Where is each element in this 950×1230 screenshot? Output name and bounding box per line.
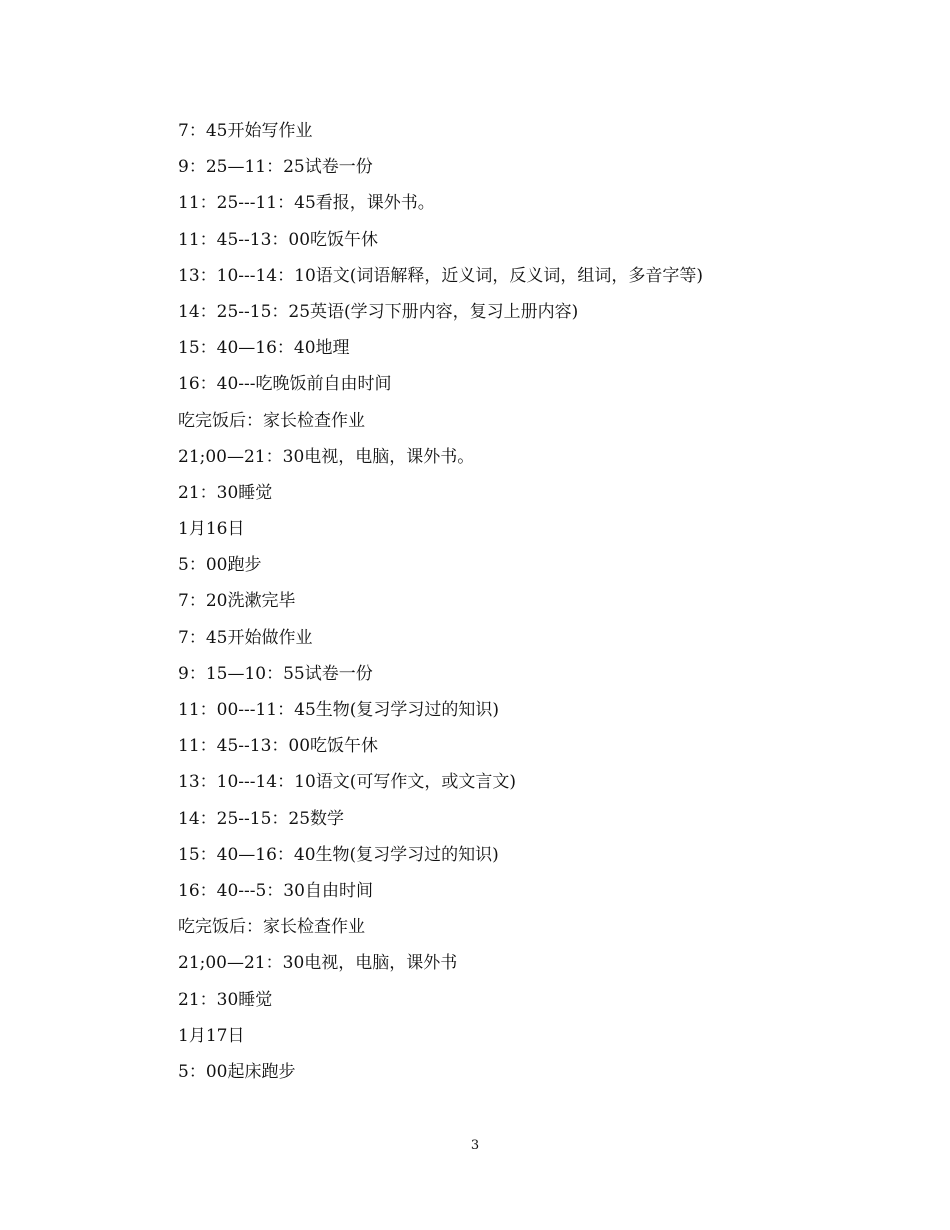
schedule-line: 5：00跑步 [178, 555, 262, 576]
schedule-line: 21：30睡觉 [178, 989, 273, 1010]
schedule-line: 吃完饭后：家长检查作业 [178, 410, 365, 431]
schedule-line: 21;00—21：30电视，电脑，课外书。 [178, 446, 475, 467]
schedule-line: 16：40---5：30自由时间 [178, 880, 373, 901]
schedule-line: 16：40---吃晚饭前自由时间 [178, 374, 392, 395]
schedule-line: 21：30睡觉 [178, 482, 273, 503]
schedule-line: 15：40—16：40地理 [178, 338, 350, 359]
date-heading: 1月16日 [178, 519, 245, 540]
schedule-line: 15：40—16：40生物(复习学习过的知识) [178, 844, 499, 865]
schedule-line: 11：25---11：45看报，课外书。 [178, 193, 435, 214]
schedule-line: 11：45--13：00吃饭午休 [178, 229, 379, 250]
date-heading: 1月17日 [178, 1025, 245, 1046]
schedule-line: 14：25--15：25数学 [178, 808, 345, 829]
schedule-line: 5：00起床跑步 [178, 1061, 296, 1082]
schedule-line: 11：00---11：45生物(复习学习过的知识) [178, 700, 500, 720]
schedule-line: 7：45开始做作业 [178, 627, 313, 648]
schedule-line: 7：20洗漱完毕 [178, 591, 296, 612]
schedule-line: 吃完饭后：家长检查作业 [178, 917, 365, 938]
schedule-line: 13：10---14：10语文(词语解释，近义词，反义词，组词，多音字等) [178, 265, 704, 286]
schedule-line: 14：25--15：25英语(学习下册内容，复习上册内容) [178, 301, 579, 322]
schedule-line: 11：45--13：00吃饭午休 [178, 736, 379, 757]
schedule-line: 9：15—10：55试卷一份 [178, 663, 373, 684]
schedule-line: 9：25—11：25试卷一份 [178, 157, 373, 178]
schedule-line: 13：10---14：10语文(可写作文，或文言文) [178, 772, 517, 793]
schedule-text-body [178, 118, 818, 1095]
schedule-line: 21;00—21：30电视，电脑，课外书 [178, 953, 458, 974]
schedule-line: 7：45开始写作业 [178, 121, 313, 141]
page-number: 3 [470, 1138, 480, 1153]
